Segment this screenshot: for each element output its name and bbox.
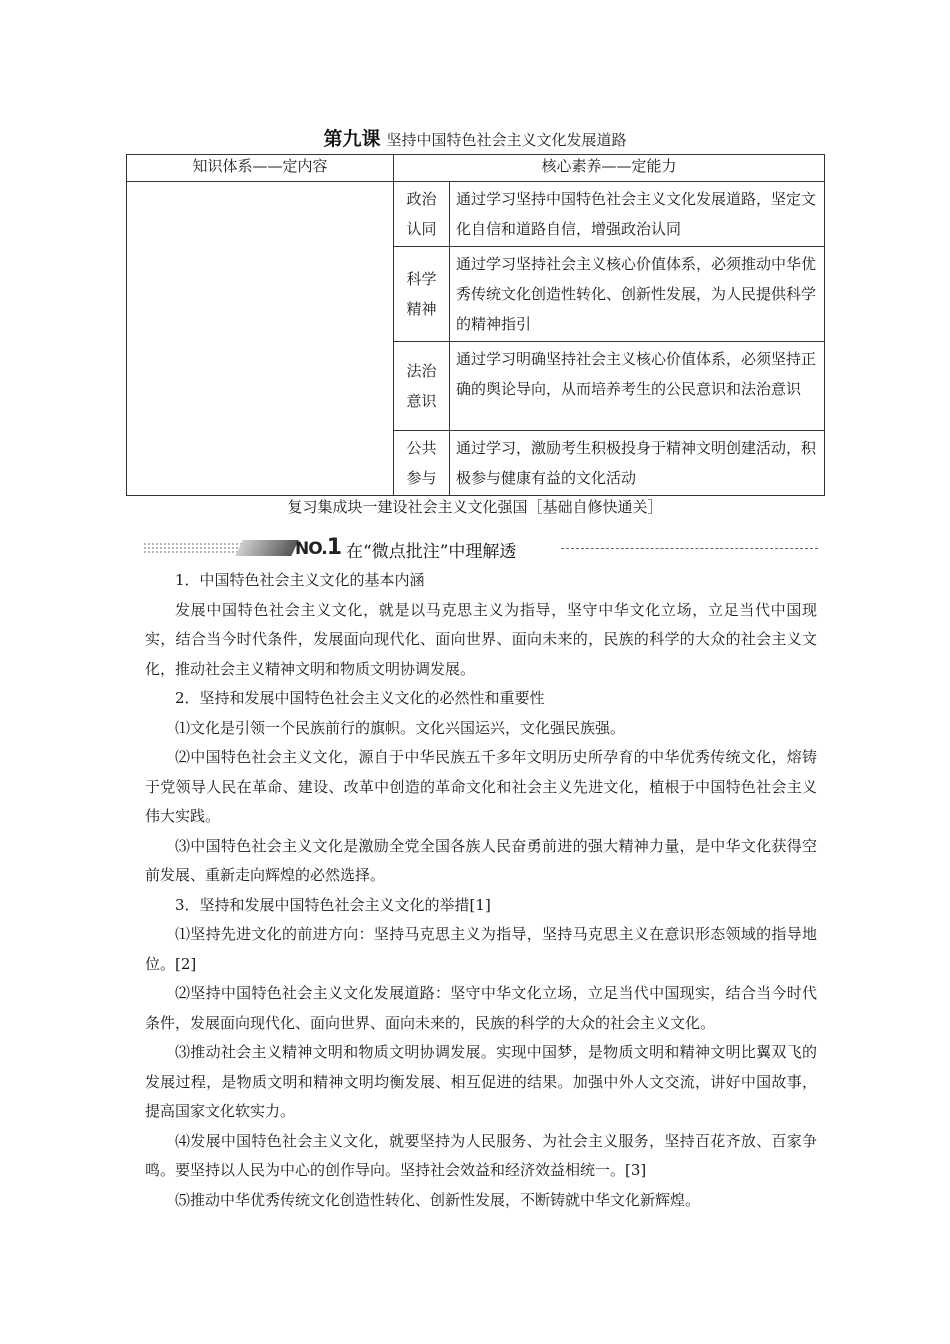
gradient-bar — [235, 540, 298, 556]
knowledge-cell — [127, 182, 394, 496]
heading-1: 1．中国特色社会主义文化的基本内涵 — [175, 571, 425, 589]
paragraph: ⑵中国特色社会主义文化，源自于中华民族五千多年文明历史所孕育的中华优秀传统文化，熔铸于党领导人民在革命、建设、改革中创造的革命文化和社会主义先进文化，植根于中国特色社会主义伟大实践。 — [145, 748, 817, 825]
body-text — [145, 566, 817, 1215]
header-competency: 核心素养——定能力 — [394, 155, 825, 182]
lesson-title — [0, 124, 950, 151]
heading-3: 3．坚持和发展中国特色社会主义文化的举措[1] — [175, 895, 491, 914]
competency-table — [126, 154, 825, 496]
paragraph: ⑸推动中华优秀传统文化创造性转化、创新性发展，不断铸就中华文化新辉煌。 — [175, 1190, 701, 1209]
heading-2: 2．坚持和发展中国特色社会主义文化的必然性和重要性 — [175, 689, 545, 707]
lesson-number: 第九课 — [323, 128, 381, 150]
dashed-divider — [561, 548, 818, 549]
row-label: 政治 认同 — [394, 182, 450, 247]
row-label: 公共 参与 — [394, 431, 450, 496]
paragraph: ⑵坚持中国特色社会主义文化发展道路：坚守中华文化立场，立足当代中国现实，结合当今时代条件，发展面向现代化、面向世界、面向未来的，民族的科学的大众的社会主义文化。 — [145, 984, 817, 1032]
section-heading: 复习集成块一建设社会主义文化强国［基础自修快通关］ — [287, 498, 663, 516]
paragraph: ⑶推动社会主义精神文明和物质文明协调发展。实现中国梦，是物质文明和精神文明比翼双飞的发展过程，是物质文明和精神文明均衡发展、相互促进的结果。加强中外人文交流，讲好中国故事，提高国家文化软实力。 — [145, 1043, 817, 1120]
row-label: 法治 意识 — [394, 342, 450, 431]
section-banner — [143, 535, 818, 561]
row-content: 通过学习坚持社会主义核心价值体系，必须推动中华优秀传统文化创造性转化、创新性发展，为人民提供科学的精神指引 — [450, 247, 825, 342]
table-header-row — [127, 155, 825, 182]
row-label: 科学 精神 — [394, 247, 450, 342]
lesson-title-text: 坚持中国特色社会主义文化发展道路 — [386, 131, 627, 149]
row-content: 通过学习，激励考生积极投身于精神文明创建活动，积极参与健康有益的文化活动 — [450, 431, 825, 496]
header-knowledge: 知识体系——定内容 — [127, 155, 394, 182]
dot-pattern — [143, 542, 243, 554]
paragraph: ⑴文化是引领一个民族前行的旗帜。文化兴国运兴，文化强民族强。 — [175, 718, 626, 737]
row-content: 通过学习明确坚持社会主义核心价值体系，必须坚持正确的舆论导向，从而培养考生的公民意识和法治意识 — [450, 342, 825, 431]
paragraph: 发展中国特色社会主义文化，就是以马克思主义为指导，坚守中华文化立场，立足当代中国现实，结合当今时代条件，发展面向现代化、面向世界、面向未来的，民族的科学的大众的社会主义文化，推动社会主义精神文明和物质文明协调发展。 — [145, 600, 817, 678]
row-content: 通过学习坚持中国特色社会主义文化发展道路，坚定文化自信和道路自信，增强政治认同 — [450, 182, 825, 247]
table-row — [127, 182, 825, 247]
banner-number: NO.1 — [295, 535, 342, 560]
paragraph: ⑴坚持先进文化的前进方向：坚持马克思主义为指导，坚持马克思主义在意识形态领域的指导地位。[2] — [145, 925, 817, 973]
paragraph: ⑷发展中国特色社会主义文化，就要坚持为人民服务、为社会主义服务，坚持百花齐放、百家争鸣。要坚持以人民为中心的创作导向。坚持社会效益和经济效益相统一。[3] — [145, 1131, 817, 1179]
banner-title: 在“微点批注”中理解透 — [346, 542, 517, 562]
paragraph: ⑶中国特色社会主义文化是激励全党全国各族人民奋勇前进的强大精神力量，是中华文化获得空前发展、重新走向辉煌的必然选择。 — [145, 836, 817, 884]
